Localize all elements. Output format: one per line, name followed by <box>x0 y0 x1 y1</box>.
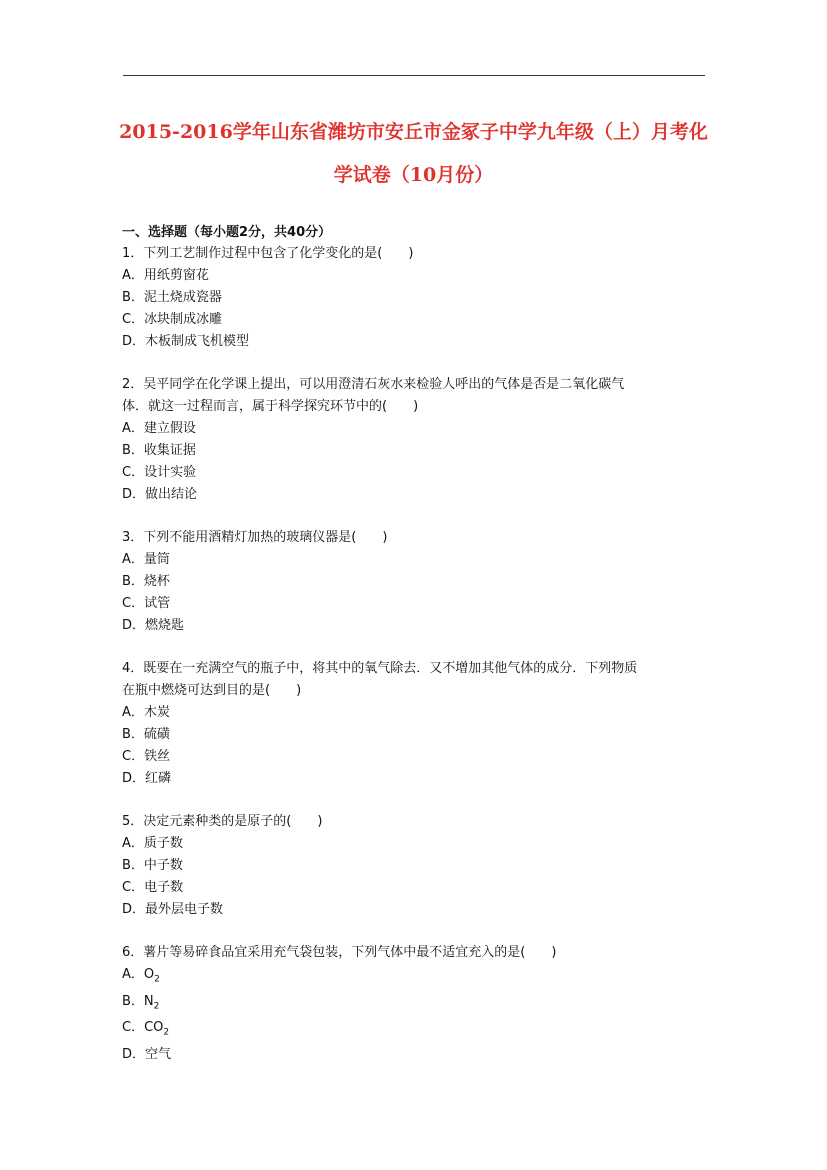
question-4 <box>122 658 712 790</box>
option-d: D．燃烧匙 <box>122 618 185 633</box>
option-a: A．量筒 <box>122 552 170 567</box>
option-a: A．木炭 <box>122 705 170 720</box>
question-stem: 4．既要在一充满空气的瓶子中，将其中的氧气除去．又不增加其他气体的成分．下列物质 <box>122 661 638 676</box>
option-b: B．收集证据 <box>122 443 196 458</box>
question-stem: 5．决定元素种类的是原子的( ) <box>122 814 323 829</box>
option-a: A．用纸剪窗花 <box>122 268 209 283</box>
option-c: C．铁丝 <box>122 749 171 764</box>
section-heading: 一、选择题（每小题2分，共40分） <box>122 225 332 240</box>
option-b <box>122 991 712 1018</box>
option-b: B．泥土烧成瓷器 <box>122 290 222 305</box>
question-stem: 6．薯片等易碎食品宜采用充气袋包装，下列气体中最不适宜充入的是( ) <box>122 945 557 960</box>
question-6 <box>122 942 712 1066</box>
option-c: C．冰块制成冰雕 <box>122 312 223 327</box>
option-c: C．电子数 <box>122 880 184 895</box>
option-d: D．红磷 <box>122 771 172 786</box>
option-d: D．最外层电子数 <box>122 902 224 917</box>
question-stem-continued: 在瓶中燃烧可达到目的是( ) <box>122 683 302 698</box>
question-1 <box>122 243 712 353</box>
subscript: 2 <box>154 974 160 985</box>
option-c-text: C．CO <box>122 1020 164 1036</box>
header-rule <box>123 75 705 76</box>
question-2 <box>122 374 712 506</box>
exam-title-line-2: 学试卷（10月份） <box>333 164 494 186</box>
subscript: 2 <box>163 1027 170 1038</box>
option-c <box>122 1017 712 1044</box>
option-a: A．建立假设 <box>122 421 196 436</box>
exam-content <box>122 222 712 1066</box>
option-a-text: A．O <box>122 967 155 982</box>
question-stem: 1．下列工艺制作过程中包含了化学变化的是( ) <box>122 246 414 261</box>
option-b-text: B．N <box>122 993 154 1009</box>
question-stem-continued: 体．就这一过程而言，属于科学探究环节中的( ) <box>122 399 419 414</box>
question-stem: 2．吴平同学在化学课上提出，可以用澄清石灰水来检验人呼出的气体是否是二氧化碳气 <box>122 377 625 392</box>
option-b: B．烧杯 <box>122 574 170 589</box>
option-b: B．中子数 <box>122 858 183 873</box>
option-b: B．硫磺 <box>122 727 170 742</box>
option-a: A．质子数 <box>122 836 183 851</box>
question-5 <box>122 811 712 921</box>
question-stem: 3．下列不能用酒精灯加热的玻璃仪器是( ) <box>122 530 388 545</box>
subscript: 2 <box>153 1001 160 1012</box>
option-a <box>122 964 712 991</box>
question-3 <box>122 527 712 637</box>
option-c: C．试管 <box>122 596 171 611</box>
option-d: D．木板制成飞机模型 <box>122 334 250 349</box>
option-d: D．做出结论 <box>122 487 198 502</box>
exam-title-line-1: 2015-2016学年山东省潍坊市安丘市金冢子中学九年级（上）月考化 <box>119 121 708 143</box>
option-c: C．设计实验 <box>122 465 197 480</box>
option-d: D．空气 <box>122 1046 172 1062</box>
